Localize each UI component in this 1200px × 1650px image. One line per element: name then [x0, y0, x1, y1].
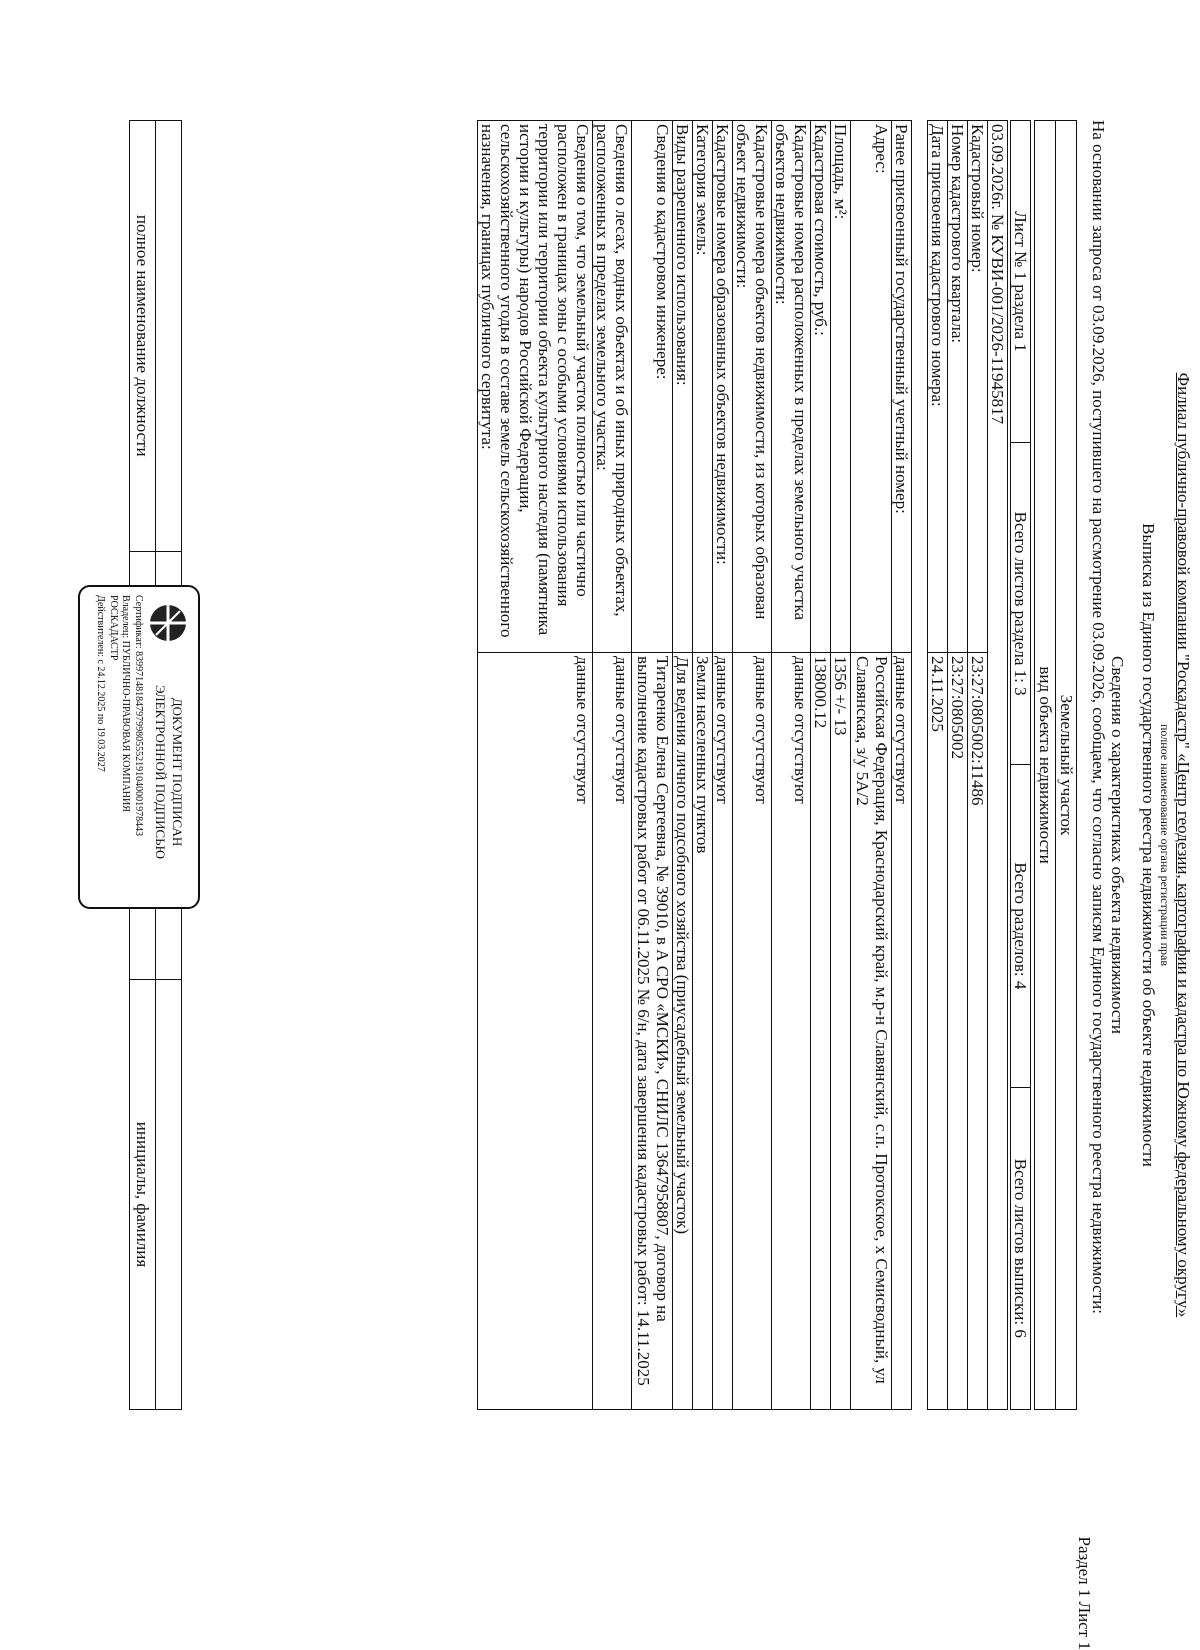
row-value: данные отсутствуют: [733, 653, 772, 1410]
row-label: Сведения о том, что земельный участок полностью или частично расположен в границах зоны с особыми условиями использования территории или территории объекта культурного наследия (памятника истории и культуры) народов Российской Федерации, сельскохозяйственного угодья в составе земель сельскохозяйственного назначения, границах публичного сервитута:: [478, 121, 593, 653]
org-caption: полное наименование органа регистрации прав: [1158, 723, 1172, 967]
row-label: Категория земель:: [693, 121, 713, 653]
position-caption: полное наименование должности: [130, 121, 156, 552]
row-label: Дата присвоения кадастрового номера:: [928, 121, 948, 653]
stamp-owner-line2: РОСКАДАСТР: [108, 595, 119, 661]
position-field: [156, 121, 182, 552]
table-row: [593, 121, 632, 1410]
sheet-info-table: [1010, 120, 1031, 1410]
table-row: [831, 121, 851, 1410]
basis-text: На основании запроса от 03.09.2026, поступившего на рассмотрение 03.09.2026, сообщаем, что согласно записям Единого государственного реестра недвижимости:: [1089, 120, 1108, 1314]
object-type-caption: вид объекта недвижимости: [1035, 121, 1056, 1410]
row-label: Виды разрешенного использования:: [673, 121, 693, 653]
table-row: [772, 121, 811, 1410]
row-value: данные отсутствуют: [772, 653, 811, 1410]
row-value: данные отсутствуют: [593, 653, 632, 1410]
org-name: Филиал публично-правовой компании "Роскадастр" «Центр геодезии, картографии и кадастра по Южному федеральному округу»: [1174, 372, 1193, 1318]
row-value: 23:27:0805002: [948, 653, 968, 1410]
object-type: Земельный участок: [1056, 121, 1077, 1410]
row-label: Площадь, м²:: [831, 121, 851, 653]
stamp-owner-line1: Владелец: ПУБЛИЧНО-ПРАВОВАЯ КОМПАНИЯ: [120, 595, 132, 812]
identity-table: [927, 120, 1008, 1410]
table-row: [948, 121, 968, 1410]
table-row: [632, 121, 673, 1410]
document-subtitle: Сведения о характеристиках объекта недвижимости: [1108, 656, 1127, 1034]
row-label: Сведения о кадастровом инженере:: [632, 121, 673, 653]
row-value: данные отсутствуют: [478, 653, 593, 1410]
row-value: Российская Федерация, Краснодарский край, м.р-н Славянский, с.п. Протокское, х Семисводный, ул Славянская, з/у 5А/2: [851, 653, 892, 1410]
row-value: Титаренко Елена Сергеевна, № 39010, в А СРО «МСКИ», СНИЛС 13647958807, договор на выполнение кадастровых работ от 06.11.2025 № 6/н, дата завершения кадастровых работ: 14.11.2025: [632, 653, 673, 1410]
table-row: [928, 121, 948, 1410]
row-value: Для ведения личного подсобного хозяйства (приусадебный земельный участок): [673, 653, 693, 1410]
row-label: Кадастровый номер:: [968, 121, 988, 653]
stamp-title-line2: ЭЛЕКТРОННОЙ ПОДПИСЬЮ: [153, 685, 168, 859]
table-row: [713, 121, 733, 1410]
row-label: Ранее присвоенный государственный учетный номер:: [892, 121, 912, 653]
table-row: [892, 121, 912, 1410]
table-row: [673, 121, 693, 1410]
section-label: Раздел 1 Лист 1: [1075, 1536, 1094, 1650]
table-row: [733, 121, 772, 1410]
sheet-number: Лист № 1 раздела 1: [1011, 121, 1031, 443]
table-row: [478, 121, 593, 1410]
characteristics-table: [477, 120, 912, 1410]
request-number: 03.09.2026г. № КУВИ-001/2026-11945817: [988, 121, 1008, 1410]
row-label: Кадастровые номера расположенных в пределах земельного участка объектов недвижимости:: [772, 121, 811, 653]
table-row: [851, 121, 892, 1410]
name-field: [156, 979, 182, 1409]
row-value: данные отсутствуют: [892, 653, 912, 1410]
row-value: Земли населенных пунктов: [693, 653, 713, 1410]
row-label: Адрес:: [851, 121, 892, 653]
row-label: Кадастровые номера объектов недвижимости, из которых образован объект недвижимости:: [733, 121, 772, 653]
sections-count: Всего разделов: 4: [1011, 765, 1031, 1087]
document-title: Выписка из Единого государственного реестра недвижимости об объекте недвижимости: [1139, 523, 1158, 1167]
row-value: 23:27:0805002:11486: [968, 653, 988, 1410]
stamp-certificate: Сертификат: 839971481847979980555219104000197844З: [133, 595, 144, 837]
stamp-title-line1: ДОКУМЕНТ ПОДПИСАН: [170, 697, 185, 847]
row-label: Номер кадастрового квартала:: [948, 121, 968, 653]
row-value: 24.11.2025: [928, 653, 948, 1410]
row-label: Кадастровые номера образованных объектов недвижимости:: [713, 121, 733, 653]
row-value: данные отсутствуют: [713, 653, 733, 1410]
sheets-total: Всего листов выписки: 6: [1011, 1087, 1031, 1409]
object-type-table: [1034, 120, 1077, 1410]
roskadastr-logo-icon: [148, 603, 188, 643]
table-row: [968, 121, 988, 1410]
stamp-validity: Действителен: с 24.12.2025 по 19.03.2027: [95, 595, 107, 772]
name-caption: инициалы, фамилия: [130, 979, 156, 1409]
electronic-signature-stamp: [78, 585, 200, 909]
table-row: [811, 121, 831, 1410]
row-value: 138000.12: [811, 653, 831, 1410]
row-label: Сведения о лесах, водных объектах и об иных природных объектах, расположенных в пределах земельного участка:: [593, 121, 632, 653]
row-value: 1356 +/- 13: [831, 653, 851, 1410]
row-label: Кадастровая стоимость, руб.:: [811, 121, 831, 653]
sheets-in-section: Всего листов раздела 1: 3: [1011, 443, 1031, 765]
table-row: [693, 121, 713, 1410]
